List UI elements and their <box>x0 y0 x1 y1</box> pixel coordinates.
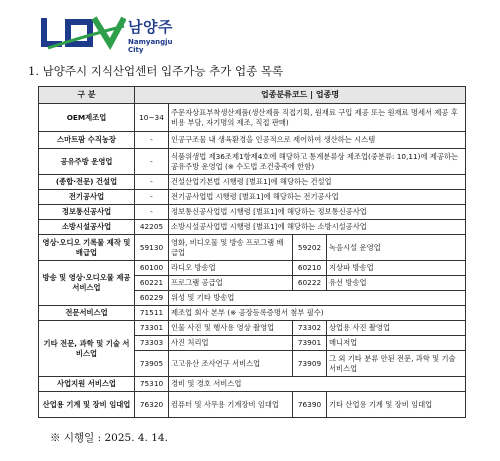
row-name: 경비 및 경호 서비스업 <box>169 377 466 392</box>
table-row <box>39 104 466 132</box>
row-category: 소방시설공사업 <box>39 220 135 235</box>
effective-date-note: ※ 시행일 : 2025. 4. 14. <box>50 432 168 444</box>
row-category: 영상·오디오 기록물 제작 및 배급업 <box>39 235 135 261</box>
row-code: 71511 <box>135 306 169 321</box>
row-code: - <box>135 175 169 190</box>
city-logo-mark-icon <box>40 14 126 50</box>
row-category: 정보통신공사업 <box>39 205 135 220</box>
row-code: 76320 <box>135 392 169 418</box>
row-name: 인물 사진 및 행사용 영상 촬영업 <box>169 321 293 336</box>
row-name: 제조업 회사 본부 (※ 공장등록증명서 첨부 필수) <box>169 306 466 321</box>
row-name: 상업용 사진 촬영업 <box>327 321 466 336</box>
row-name: 사진 처리업 <box>169 336 293 351</box>
header-code-name: 업종분류코드 | 업종명 <box>135 87 466 104</box>
row-code: 60210 <box>293 261 327 276</box>
industry-table <box>38 86 466 418</box>
row-code: 76390 <box>293 392 327 418</box>
row-code: 60229 <box>135 291 169 306</box>
row-category: 전기공사업 <box>39 190 135 205</box>
row-name: 영화, 비디오물 및 방송 프로그램 배급업 <box>169 235 293 261</box>
table-row <box>39 205 466 220</box>
row-name: 유선 방송업 <box>327 276 466 291</box>
row-name: 전기공사업법 시행령 [별표1]에 해당하는 전기공사업 <box>169 190 466 205</box>
row-code: 60222 <box>293 276 327 291</box>
table-row <box>39 377 466 392</box>
row-name: 매니저업 <box>327 336 466 351</box>
row-code: 73905 <box>135 351 169 377</box>
row-name: 그 외 기타 분류 안된 전문, 과학 및 기술 서비스업 <box>327 351 466 377</box>
row-name: 녹음시설 운영업 <box>327 235 466 261</box>
row-code: - <box>135 205 169 220</box>
row-code: 73303 <box>135 336 169 351</box>
table-row <box>39 306 466 321</box>
table-header-row <box>39 87 466 104</box>
row-name: 고고유산 조사연구 서비스업 <box>169 351 293 377</box>
row-name: 컴퓨터 및 사무용 기계장비 임대업 <box>169 392 293 418</box>
row-code: - <box>135 132 169 149</box>
table-row <box>39 175 466 190</box>
row-code: 10~34 <box>135 104 169 132</box>
row-category: 산업용 기계 및 장비 임대업 <box>39 392 135 418</box>
row-code: 73909 <box>293 351 327 377</box>
row-name: 프로그램 공급업 <box>169 276 293 291</box>
row-name: 지상파 방송업 <box>327 261 466 276</box>
row-category: OEM제조업 <box>39 104 135 132</box>
row-name: 건설산업기본법 시행령 [별표1]에 해당하는 건설업 <box>169 175 466 190</box>
row-name: 위성 및 기타 방송업 <box>169 291 466 306</box>
table-row <box>39 261 466 276</box>
row-code: 75310 <box>135 377 169 392</box>
table-row <box>39 235 466 261</box>
row-category: (종합·전문) 건설업 <box>39 175 135 190</box>
row-code: - <box>135 149 169 175</box>
row-code: 42205 <box>135 220 169 235</box>
row-code: 59202 <box>293 235 327 261</box>
row-category: 방송 및 영상·오디오물 제공 서비스업 <box>39 261 135 306</box>
row-category: 기타 전문, 과학 및 기술 서비스업 <box>39 321 135 377</box>
table-row <box>39 392 466 418</box>
logo-subtitle: Namyangju City <box>128 38 173 54</box>
row-code: 60221 <box>135 276 169 291</box>
row-code: 73301 <box>135 321 169 336</box>
row-name: 주문자상표부착생산제품(생산제품 직접기획, 원재료 구입 제공 또는 원재료 명세서 제공 후 비용 부담, 자기명의 제조, 직접 판매) <box>169 104 466 132</box>
row-name: 인공구조물 내 생육환경을 인공적으로 제어하여 생산하는 시스템 <box>169 132 466 149</box>
table-row <box>39 190 466 205</box>
row-category: 전문서비스업 <box>39 306 135 321</box>
row-name: 식품위생법 제36조제1항제4호에 해당하고 통계분류상 제조업(중분류: 10,11)에 제공하는 공유주방 운영업 (※ 수도법 조건충족에 한함) <box>169 149 466 175</box>
row-code: 59130 <box>135 235 169 261</box>
table-row <box>39 149 466 175</box>
logo-name: 남양주 <box>128 18 173 36</box>
row-name: 기타 산업용 기계 및 장비 임대업 <box>327 392 466 418</box>
row-category: 스마트팜 수직농장 <box>39 132 135 149</box>
row-code: 73302 <box>293 321 327 336</box>
table-row <box>39 220 466 235</box>
table-row <box>39 132 466 149</box>
row-code: 60100 <box>135 261 169 276</box>
table-row <box>39 321 466 336</box>
row-name: 라디오 방송업 <box>169 261 293 276</box>
row-name: 정보통신공사업법 시행령 [별표1]에 해당하는 정보통신공사업 <box>169 205 466 220</box>
document-title: 1. 남양주시 지식산업센터 입주가능 추가 업종 목록 <box>28 64 284 78</box>
row-name: 소방시설공사업법 시행령 [별표1]에 해당하는 소방시설공사업 <box>169 220 466 235</box>
row-category: 사업지원 서비스업 <box>39 377 135 392</box>
header-category: 구 분 <box>39 87 135 104</box>
city-logo <box>40 14 180 54</box>
row-code: - <box>135 190 169 205</box>
row-category: 공유주방 운영업 <box>39 149 135 175</box>
row-code: 73901 <box>293 336 327 351</box>
